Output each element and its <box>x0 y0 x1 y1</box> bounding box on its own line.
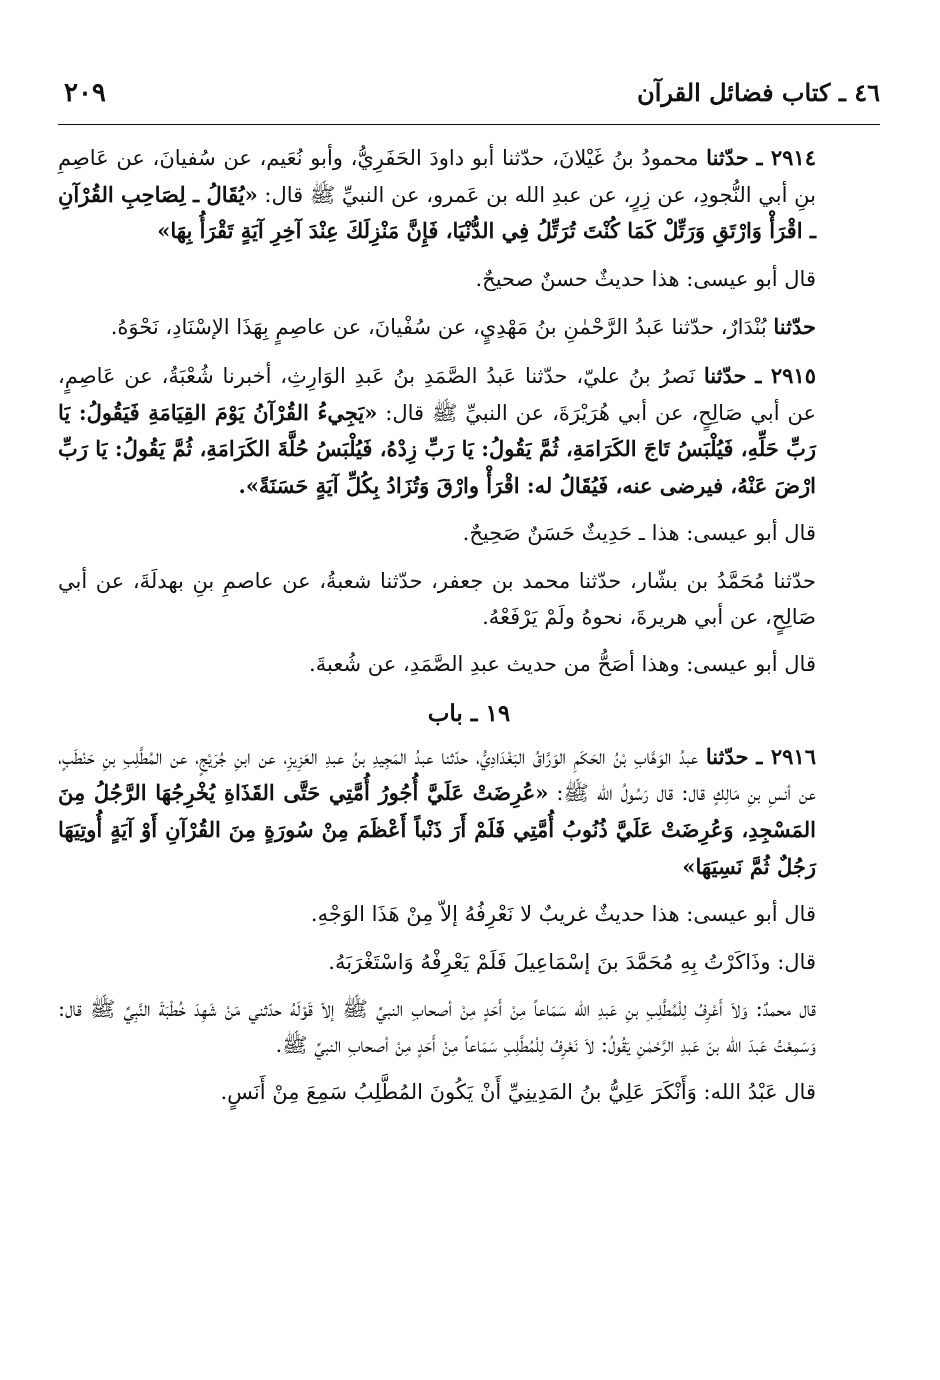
note-1: قال: وذَاكَرْتُ بِهِ مُحَمَّدَ بنَ إسْمَاعِيلَ فَلَمْ يَعْرِفْهُ وَاسْتَغْرَبَهُ. <box>328 949 816 974</box>
haddathana-word: حدّثنا <box>773 314 816 340</box>
hadith-text: «عُرِضَتْ عَلَيَّ أُجُورُ أُمَّتِي حَتَّى القَذَاةِ يُخْرِجُهَا الرَّجُلُ مِنَ المَسْجِدِ، وَعُرِضَتْ عَلَيَّ ذُنُوبُ أُمَّتِي فَلَمْ أَرَ ذَنْباً أَعْظَمَ مِنْ سُورَةٍ مِنَ القُرْآنِ أَوْ آيَةٍ أُوتِيَهَا رَجُلٌ ثُمَّ نَسِيَهَا» <box>58 780 816 879</box>
hadith-number: ٢٩١٦ ـ <box>756 743 816 769</box>
isnad-chain: نَصرُ بنُ عليّ، حدّثنا عَبدُ الصَّمَدِ بنُ عَبدِ الوَارِثِ، أخبرنا شُعْبَةُ، عن عَاصِمٍ، عن أبي صَالِحٍ، عن أبي هُرَيْرَةَ، عن النبيِّ ﷺ قال: <box>58 363 816 425</box>
hadith-2914 <box>58 140 880 250</box>
ruling-2915: قال أبو عيسى: هذا ـ حَدِيثٌ حَسَنٌ صَحِيحٌ. <box>462 521 816 546</box>
hadith-text: «يَجِيءُ القُرْآنُ يَوْمَ القِيَامَةِ فَيَقُولُ: يَا رَبِّ حَلِّهِ، فَيُلْبَسُ تَاجَ الكَرَامَةِ، ثُمَّ يَقُولُ: يَا رَبِّ زِدْهُ، فَيُلْبَسُ حُلَّةَ الكَرَامَةِ، ثُمَّ يَقُولُ: يَا رَبِّ ارْضَ عَنْهُ، فيرضى عنه، فَيُقَالُ له: اقْرَأْ وارْقَ وَتُزَادُ بِكُلِّ آيَةٍ حَسَنَةً». <box>58 399 816 498</box>
note-3: قال عَبْدُ الله: وَأَنْكَرَ عَلِيُّ بنُ المَدِينِيِّ أَنْ يَكُونَ المُطَّلِبُ سَمِعَ مِنْ أَنَسٍ. <box>220 1080 816 1105</box>
isnad-chain: عبدُ الوَهَّابِ بْنُ الحَكَمِ الوَرَّاقُ البَغْدَادِيُّ، حدّثنا عبدُ المَجِيدِ بنُ عبدِ العَزِيزِ، عن ابنِ جُرَيْجٍ، عن المُطَّلِبِ بنِ حَنْطَبٍ، عن أنسِ بنِ مَالِكٍ قال: قال رَسُولُ الله ﷺ: <box>58 744 816 806</box>
hadith-number: ٢٩١٥ ـ <box>755 362 816 388</box>
running-title: ٤٦ ـ كتاب فضائل القرآن <box>637 78 880 107</box>
alt-chain-2915: حدّثنا مُحَمَّدُ بن بشّار، حدّثنا محمد بن جعفر، حدّثنا شعبةُ، عن عاصمِ بنِ بهدلَةَ، عن أبي صَالِحٍ، عن أبي هريرةَ، نحوهُ ولَمْ يَرْفَعْهُ. <box>58 568 816 629</box>
page-header <box>58 78 880 108</box>
header-rule <box>58 124 880 125</box>
ruling-2914: قال أبو عيسى: هذا حديثٌ حسنٌ صحيحٌ. <box>475 266 816 291</box>
page-body <box>58 140 880 1111</box>
note-2: قال محمدٌ: وَلاَ أَعْرِفُ لِلْمُطَّلِبِ بنِ عَبدِ الله سَمَاعاً مِنْ أَحَدٍ مِنْ أصحابِ النبيِّ ﷺ إلاّ قَوْلَهُ حدّثني مَنْ شَهِدَ خُطْبَةَ النَّبِيِّ ﷺ قال: وَسَمِعْتُ عَبدَ الله بنَ عَبدِ الرَّحْمٰنِ يَقُولُ: لاَ نَعْرِفُ لِلْمُطَّلِبِ سَمَاعاً مِنْ أَحَدٍ مِنْ أصحابِ النبيِّ ﷺ. <box>58 997 816 1057</box>
alt-chain-2914 <box>58 309 880 346</box>
haddathana-word: حدّثنا <box>703 362 747 388</box>
isnad-chain: بُنْدَارٌ، حدّثنا عَبدُ الرَّحْمٰنِ بنُ مَهْدِيٍ، عن سُفْيانَ، عن عاصِمٍ بِهَذَا الإسْنَادِ، نَحْوَهُ. <box>110 315 767 340</box>
haddathana-word: حدّثنا <box>706 145 749 170</box>
ruling-2916: قال أبو عيسى: هذا حديثٌ غريبٌ لا نَعْرِفُهُ إلاّ مِنْ هَذَا الوَجْهِ. <box>310 902 816 927</box>
hadith-2915 <box>58 358 880 504</box>
hadith-number: ٢٩١٤ ـ <box>756 145 816 170</box>
haddathana-word: حدّثنا <box>705 743 749 769</box>
hadith-text: «يُقَالُ ـ لِصَاحِبِ القُرْآنِ ـ اقْرَأْ وَارْتَقِ وَرَتِّلْ كَمَا كُنْتَ تُرَتِّلُ فِي الدُّنْيَا، فَإِنَّ مَنْزِلَكَ عِنْدَ آخِرِ آيَةٍ تَقْرَأُ بِهَا» <box>58 181 816 244</box>
isnad-chain: محمودُ بنُ غَيْلانَ، حدّثنا أبو داودَ الحَفَرِيُّ، وأبو نُعَيم، عن سُفيانَ، عن عَاصِمِ بنِ أبي النُّجودِ، عن زِرٍ، عن عبدِ الله بن عَمرو، عن النبيِّ ﷺ قال: <box>58 146 816 207</box>
page-number: ٢٠٩ <box>64 78 106 108</box>
hadith-2916 <box>58 739 880 885</box>
ruling2-2915: قال أبو عيسى: وهذا أصَحُّ من حديث عبدِ الصَّمَدِ، عن شُعبةَ. <box>309 652 816 677</box>
chapter-heading: ١٩ ـ باب <box>427 699 511 727</box>
